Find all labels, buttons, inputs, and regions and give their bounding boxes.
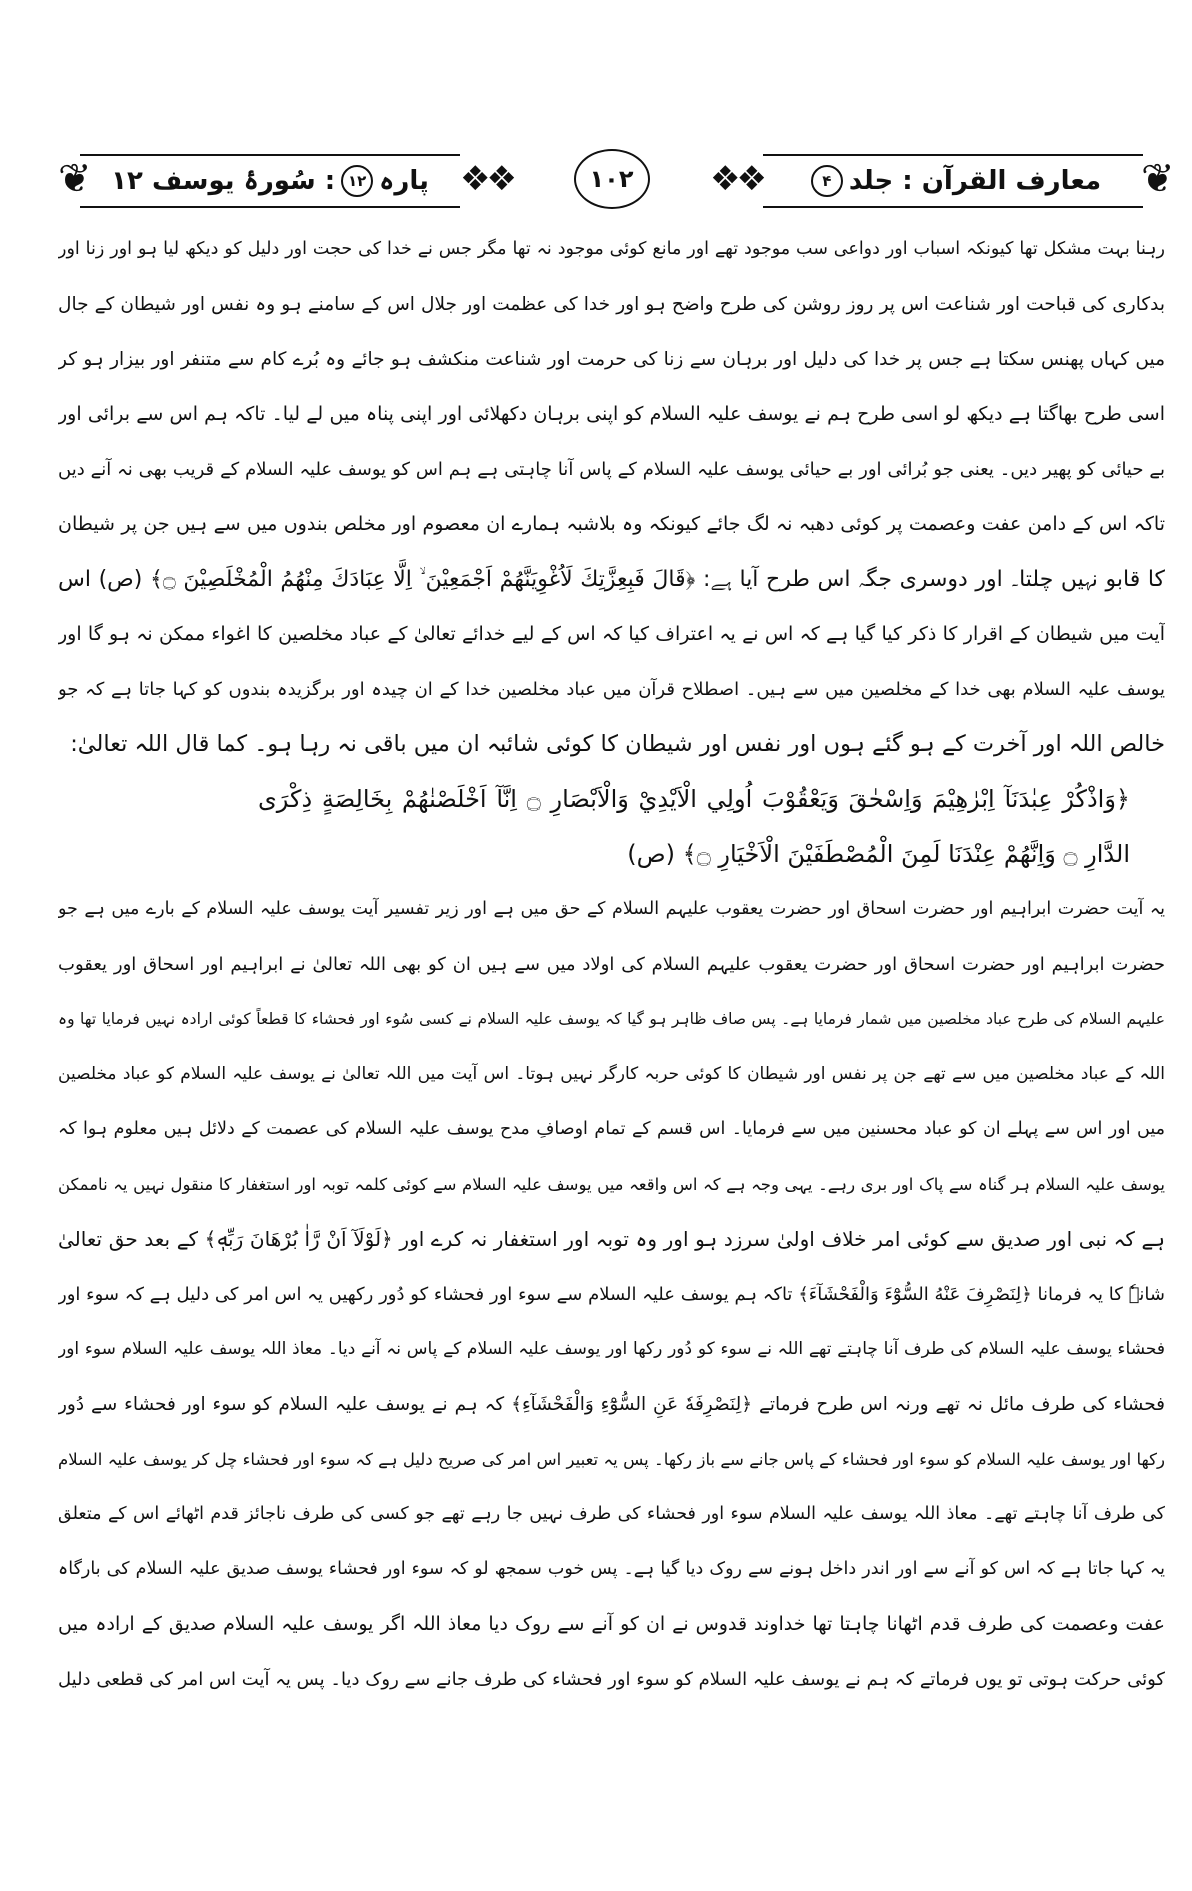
text-line: میں اور اس سے پہلے ان کو عباد محسنین میں سے فرمایا۔ اس قسم کے تمام اوصافِ مدح یوسف علیہ السلام کی عصمت کے دلائل ہیں معلوم ہوا کہ [58,1119,1165,1139]
volume-number: ۴ [811,165,843,197]
text-line: کوئی حرکت ہوتی تو یوں فرماتے کہ ہم نے یوسف علیہ السلام کو سوء اور فحشاء کی طرف جانے سے روک دیا۔ پس یہ آیت اس امر کی قطعی دلیل [58,1669,1165,1690]
text-line: علیہم السلام کی طرح عباد مخلصین میں شمار فرمایا ہے۔ پس صاف ظاہر ہو گیا کہ یوسف علیہ السلام نے کسی سُوء اور فحشاء کا قطعاً کوئی ارادہ نہیں فرمایا تھا وہ [58,1010,1165,1028]
text-line: شانہٗ کا یہ فرمانا ﴿لِنَصْرِفَ عَنْهُ السُّوْٓءَ وَالْفَحْشَآءَ﴾ تاکہ ہم یوسف علیہ السلام سے سوء اور فحشاء کو دُور رکھیں یہ اس امر کی دلیل ہے کہ سوء اور [58,1284,1165,1305]
page-header [58,150,1175,208]
page-number-medallion [460,150,763,208]
text-line: فحشاء کی طرف مائل نہ تھے ورنہ اس طرح فرماتے ﴿لِنَصْرِفَهٗ عَنِ السُّوْٓءِ وَالْفَحْشَآءِ﴾ کہ ہم نے یوسف علیہ السلام کو سوء اور فحشاء سے دُور [58,1394,1165,1415]
text-line: آیت میں شیطان کے اقرار کا ذکر کیا گیا ہے کہ اس نے یہ اعتراف کیا کہ اس کے لیے خدائے تعالیٰ کے عباد مخلصین کا اغواء ممکن نہ ہو گا اور [58,623,1165,645]
text-line: فحشاء یوسف علیہ السلام کی طرف آنا چاہتے تھے اللہ نے سوء کو دُور رکھا اور یوسف علیہ السلام کے پاس نہ آنے دیا۔ معاذ اللہ یوسف علیہ السلام سوء اور [58,1339,1165,1359]
text-line: یوسف علیہ السلام بھی خدا کے مخلصین میں سے ہیں۔ اصطلاح قرآن میں عباد مخلصین خدا کے ان چیدہ اور برگزیدہ بندوں کو کہا جاتا ہے کہ جو [58,679,1165,700]
text-line: میں کہاں پھنس سکتا ہے جس پر خدا کی دلیل اور برہان سے زنا کی حرمت اور شناعت منکشف ہو جائے وہ بُرے کام سے متنفر اور بیزار ہو کر [58,349,1165,370]
text-line: اللہ کے عباد مخلصین میں سے تھے جن پر نفس اور شیطان کا کوئی حربہ کارگر نہیں ہوتا۔ اس آیت میں اللہ تعالیٰ نے یوسف علیہ السلام کو عباد مخلصین [58,1064,1165,1084]
book-title-box [763,154,1143,208]
text-line: اسی طرح بھاگتا ہے دیکھ لو اسی طرح ہم نے یوسف علیہ السلام کو اپنی برہان دکھلائی اور اپنی پناہ میں لے لیا۔ تاکہ ہم اس سے برائی اور [58,403,1165,425]
quran-verse-line: ﴿وَاذْكُرْ عِبٰدَنَآ اِبْرٰهِيْمَ وَاِسْحٰقَ وَيَعْقُوْبَ اُولِي الْاَيْدِيْ وَالْاَبْصَارِ ۝ اِنَّآ اَخْلَصْنٰهُمْ بِخَالِصَةٍ ذِكْرَى [258,785,1130,813]
text-line: یہ آیت حضرت ابراہیم اور حضرت اسحاق اور حضرت یعقوب علیہم السلام کے حق میں ہے اور زیر تفسیر آیت یوسف علیہ السلام کے بارے میں ہے جو [58,899,1165,919]
text-line: بے حیائی کو پھیر دیں۔ یعنی جو بُرائی اور بے حیائی یوسف علیہ السلام کے پاس آنا چاہتی ہے ہم اس کو یوسف علیہ السلام کے قریب بھی نہ آنے دیں [58,459,1165,480]
para-number: ۱۲ [341,165,373,197]
text-line: ہے کہ نبی اور صدیق سے کوئی امر خلاف اولیٰ سرزد ہو اور وہ توبہ اور استغفار نہ کرے اور ﴿لَوْلَآ اَنْ رَّاٰ بُرْهَانَ رَبِّهٖ﴾ کے بعد حق تعالیٰ [58,1227,1165,1251]
text-line: حضرت ابراہیم اور حضرت اسحاق اور حضرت یعقوب علیہم السلام کی اولاد میں سے ہیں ان کو بھی اللہ تعالیٰ نے ابراہیم اور اسحاق اور یعقوب [58,954,1165,975]
ornament-icon: ❦ [58,156,92,202]
text-line: کا قابو نہیں چلتا۔ اور دوسری جگہ اس طرح آیا ہے: ﴿قَالَ فَبِعِزَّتِكَ لَاُغْوِيَنَّهُمْ اَجْمَعِيْنَ ۙ اِلَّا عِبَادَكَ مِنْهُمُ الْمُخْلَصِيْنَ ۝﴾ (ص) اس [58,567,1165,592]
text-line: یہ کہا جاتا ہے کہ اس کو آنے سے اور اندر داخل ہونے سے روک دیا گیا ہے۔ پس خوب سمجھ لو کہ سوء اور فحشاء یوسف صدیق علیہ السلام کی بارگاہ [58,1559,1165,1579]
text-line: بدکاری کی قباحت اور شناعت اس پر روز روشن کی طرح واضح ہو اور خدا کی عظمت اور جلال اس کے سامنے ہو وہ نفس اور شیطان کے جال [58,294,1165,315]
page-body [58,222,1165,1707]
ornament-icon: ❖❖ [460,159,513,199]
text-line: رہنا بہت مشکل تھا کیونکہ اسباب اور دواعی سب موجود تھے اور مانع کوئی موجود نہ تھا مگر جس نے خدا کی حجت اور دلیل کو دیکھ لیا ہو اور زنا اور [58,239,1165,259]
ornament-icon: ❦ [1141,156,1175,202]
text-line: کی طرف آنا چاہتے تھے۔ معاذ اللہ یوسف علیہ السلام سوء اور فحشاء کی طرف نہیں جا رہے تھے جو کسی کی طرف ناجائز قدم اٹھائے اس کے متعلق [58,1504,1165,1524]
text-line: خالص اللہ اور آخرت کے ہو گئے ہوں اور نفس اور شیطان کا کوئی شائبہ ان میں باقی نہ رہا ہو۔ کما قال اللہ تعالیٰ: [70,731,1165,757]
surah-label: : سُورۂ یوسف ۱۲ [111,166,336,196]
para-label: پارہ [379,166,429,196]
text-line: عفت وعصمت کی طرف قدم اٹھانا چاہتا تھا خداوند قدوس نے ان کو آنے سے روک دیا معاذ اللہ اگر یوسف علیہ السلام صدیق کے ارادہ میں [58,1613,1165,1635]
ornament-icon: ❖❖ [710,159,763,199]
text-line: رکھا اور یوسف علیہ السلام کو سوء اور فحشاء کے پاس جانے سے باز رکھا۔ پس یہ تعبیر اس امر کی صریح دلیل ہے کہ سوء اور فحشاء چل کر یوسف علیہ السلام [58,1450,1165,1469]
text-line: یوسف علیہ السلام ہر گناہ سے پاک اور بری رہے۔ یہی وجہ ہے کہ اس واقعہ میں یوسف علیہ السلام سے کوئی کلمہ توبہ اور استغفار کا منقول نہیں یہ ناممکن [58,1175,1165,1194]
surah-box [80,154,460,208]
text-line: تاکہ اس کے دامن عفت وعصمت پر کوئی دھبہ نہ لگ جائے کیونکہ وہ بلاشبہ ہمارے ان معصوم اور مخلص بندوں میں سے ہیں جن پر شیطان [58,513,1165,535]
quran-verse-line: الدَّارِ ۝ وَاِنَّهُمْ عِنْدَنَا لَمِنَ الْمُصْطَفَيْنَ الْاَخْيَارِ ۝﴾ (ص) [627,840,1130,868]
book-title: معارف القرآن : جلد [848,166,1102,196]
page-number: ۱۰۲ [574,149,650,209]
